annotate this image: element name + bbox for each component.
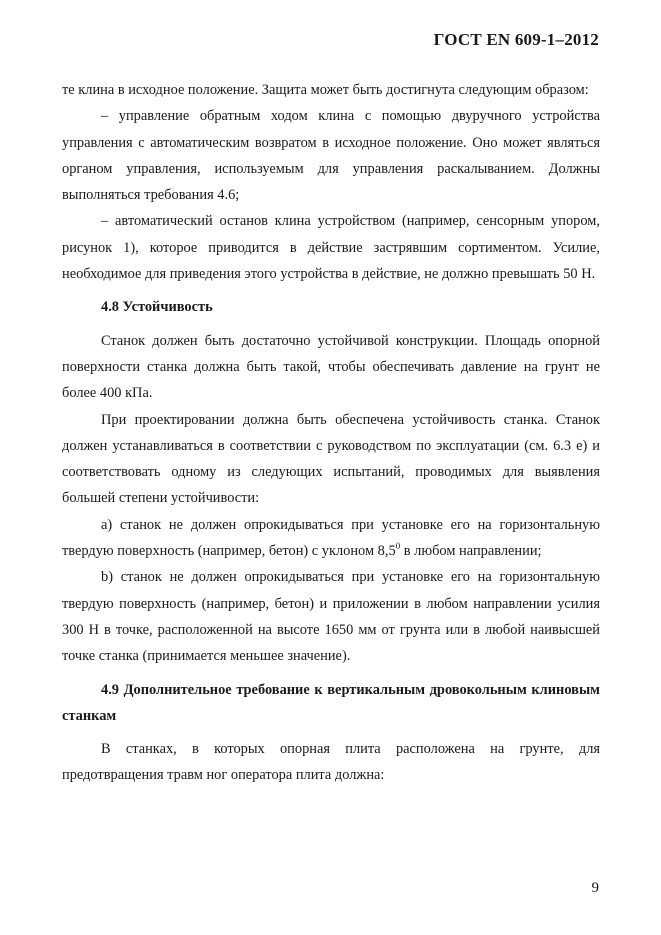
standard-code-header: ГОСТ EN 609-1–2012 (433, 30, 599, 49)
page-body (62, 77, 600, 789)
section-heading-4-8-block (62, 294, 600, 320)
paragraph-stability-design: При проектировании должна быть обеспечена устойчивость станка. Станок должен устанавливаться в соответствии с руководством по эксплуатации (см. 6.3 е) и соответствовать одному из следующих испытаний, проводимых для выявления большей степени устойчивости: (62, 411, 600, 507)
section-heading-4-8: 4.8 Устойчивость (101, 299, 213, 316)
slope-test-text: а) станок не должен опрокидываться при установке его на горизонтальную твердую поверхность (например, бетон) с уклоном 8,5 (62, 516, 600, 560)
section-heading-4-9-block (62, 677, 600, 730)
paragraph-base-plate: В станках, в которых опорная плита расположена на грунте, для предотвращения травм ног оператора плита должна: (62, 741, 600, 784)
list-item-a-slope-test (62, 512, 600, 565)
list-item-two-hand-control: – управление обратным ходом клина с помощью двуручного устройства управления с автоматическим возвратом в исходное положение. Оно может являться органом управления, используемым для управления раскалыванием. Должны выполняться требования 4.6; (62, 108, 600, 204)
slope-test-text-end: в любом направлении; (400, 543, 542, 560)
degree-superscript: 0 (395, 541, 401, 552)
page-number: 9 (591, 880, 599, 896)
paragraph-stability-construction: Станок должен быть достаточно устойчивой конструкции. Площадь опорной поверхности станка должна быть такой, чтобы обеспечивать давление на грунт не более 400 кПа. (62, 332, 600, 402)
paragraph-continuation: те клина в исходное положение. Защита может быть достигнута следующим образом: (62, 82, 589, 98)
list-item-automatic-stop: – автоматический останов клина устройством (например, сенсорным упором, рисунок 1), которое приводится в действие застрявшим сортиментом. Усилие, необходимое для приведения этого устройства в действие, не должно превышать 50 Н. (62, 213, 600, 283)
section-heading-4-9: 4.9 Дополнительное требование к вертикальным дровокольным клиновым станкам (62, 681, 600, 724)
list-item-b-force-test: b) станок не должен опрокидываться при установке его на горизонтальную твердую поверхность (например, бетон) и приложении в любом направлении усилия 300 Н в точке, расположенной на высоте 1650 мм от грунта или в любой наивысшей точке станка (принимается меньшее значение). (62, 569, 600, 665)
